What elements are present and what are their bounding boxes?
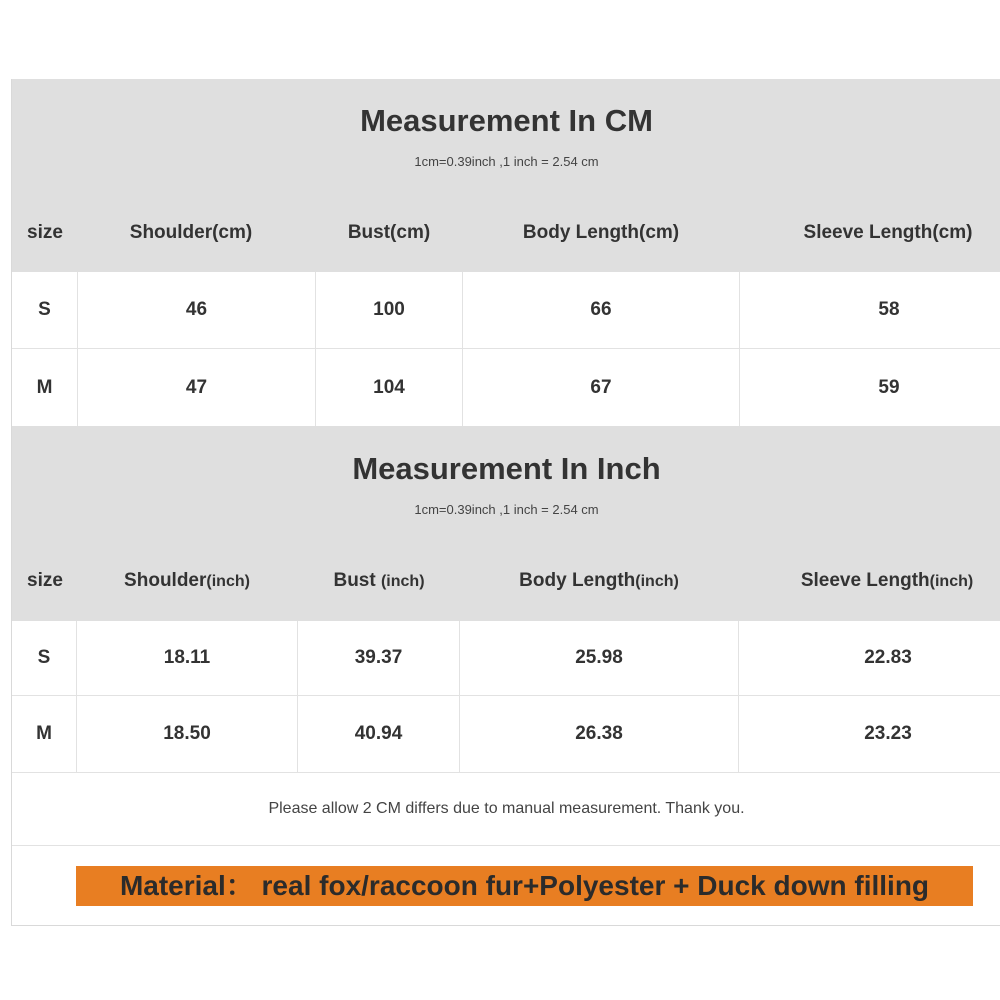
table-row bbox=[12, 621, 1000, 696]
inch-header-sleeve-length: Sleeve Length(inch) bbox=[800, 570, 974, 591]
cm-header-sleeve-length: Sleeve Length(cm) bbox=[803, 222, 973, 243]
cm-table-subtitle: 1cm=0.39inch ,1 inch = 2.54 cm bbox=[414, 154, 599, 169]
cm-cell-shoulder: 47 bbox=[78, 349, 316, 426]
material-banner: Material： real fox/raccoon fur+Polyester + Duck down filling bbox=[76, 866, 973, 906]
inch-cell-body-length: 25.98 bbox=[460, 621, 739, 695]
inch-cell-sleeve-length: 22.83 bbox=[864, 647, 912, 668]
cm-header-body-length: Body Length(cm) bbox=[522, 222, 680, 243]
cm-cell-body-length: 66 bbox=[463, 272, 740, 348]
inch-table-title: Measurement In Inch bbox=[352, 451, 661, 486]
measurement-note: Please allow 2 CM differs due to manual measurement. Thank you. bbox=[12, 773, 1000, 846]
inch-cell-shoulder: 18.11 bbox=[77, 621, 298, 695]
cm-table-header bbox=[12, 79, 1000, 272]
inch-cell-body-length: 26.38 bbox=[460, 696, 739, 772]
cm-cell-size: M bbox=[12, 349, 78, 426]
cm-cell-sleeve-length: 59 bbox=[878, 376, 900, 398]
inch-cell-bust: 40.94 bbox=[298, 696, 460, 772]
cm-header-size: size bbox=[27, 222, 63, 243]
inch-header-shoulder: Shoulder(inch) bbox=[124, 570, 250, 591]
table-row bbox=[12, 272, 1000, 349]
cm-cell-sleeve-length: 58 bbox=[878, 299, 900, 320]
cm-table-title: Measurement In CM bbox=[360, 103, 653, 138]
table-row bbox=[12, 696, 1000, 773]
cm-cell-size: S bbox=[12, 272, 78, 348]
inch-table-header bbox=[12, 426, 1000, 621]
inch-cell-sleeve-length: 23.23 bbox=[864, 723, 912, 744]
inch-header-size: size bbox=[27, 570, 63, 591]
inch-cell-bust: 39.37 bbox=[298, 621, 460, 695]
cm-cell-bust: 104 bbox=[316, 349, 463, 426]
cm-header-shoulder: Shoulder(cm) bbox=[129, 222, 253, 243]
cm-cell-shoulder: 46 bbox=[78, 272, 316, 348]
cm-cell-body-length: 67 bbox=[463, 349, 740, 426]
table-row bbox=[12, 349, 1000, 426]
cm-header-bust: Bust(cm) bbox=[347, 222, 431, 243]
inch-header-body-length: Body Length(inch) bbox=[519, 570, 679, 591]
inch-cell-shoulder: 18.50 bbox=[77, 696, 298, 772]
size-chart bbox=[11, 79, 1000, 926]
cm-cell-bust: 100 bbox=[316, 272, 463, 348]
inch-header-bust: Bust (inch) bbox=[333, 570, 425, 591]
inch-cell-size: M bbox=[12, 696, 77, 772]
inch-table-subtitle: 1cm=0.39inch ,1 inch = 2.54 cm bbox=[414, 502, 599, 517]
inch-cell-size: S bbox=[12, 621, 77, 695]
